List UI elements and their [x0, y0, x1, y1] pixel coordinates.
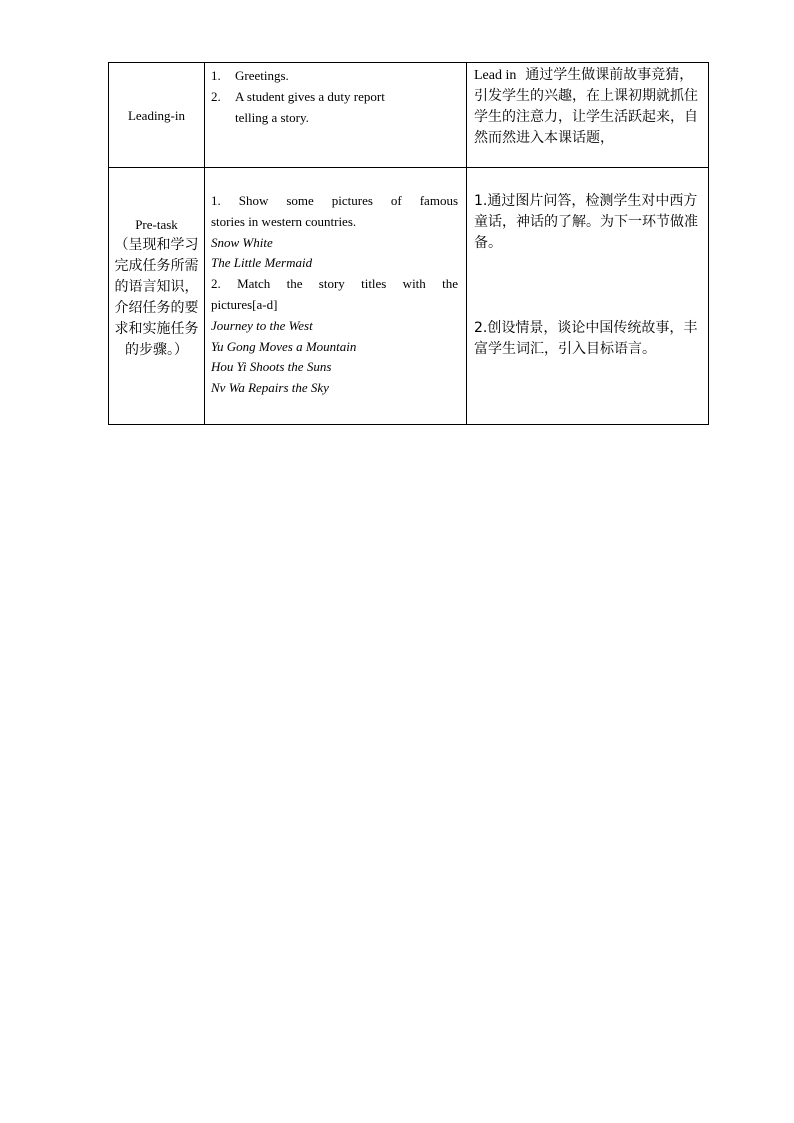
list-item: 1. Greetings.	[211, 68, 289, 83]
story-title: The Little Mermaid	[211, 255, 313, 271]
lesson-plan-table	[108, 62, 709, 425]
purpose-text: 1.通过图片问答，检测学生对中西方童话，神话的了解。为下一环节做准备。	[474, 193, 698, 251]
story-title: Yu Gong Moves a Mountain	[211, 338, 357, 354]
purpose-text: 通过学生做课前故事竞猜，引发学生的兴趣，在上课初期就抓住学生的注意力，让学生活跃起来，自然而然进入本课话题，	[474, 67, 698, 146]
purpose-label-en: Lead in	[474, 68, 517, 83]
story-title: Snow White	[211, 234, 273, 250]
steps-list	[211, 65, 458, 128]
steps-list	[205, 168, 466, 399]
purpose-text: 2.创设情景，谈论中国传统故事，丰富学生词汇，引入目标语言。	[474, 320, 698, 357]
story-title: Journey to the West	[211, 317, 313, 333]
list-item: 2. A student gives a duty report telling a story.	[211, 89, 385, 125]
story-title: Nv Wa Repairs the Sky	[211, 380, 329, 396]
stage-description: （呈现和学习完成任务所需的语言知识，介绍任务的要求和实施任务的步骤。）	[114, 237, 199, 358]
step-line: 1. Show some pictures of famous	[211, 193, 458, 208]
steps-cell	[205, 63, 467, 168]
steps-cell	[205, 168, 467, 425]
purpose-cell	[467, 63, 709, 168]
story-title: Hou Yi Shoots the Suns	[211, 359, 332, 375]
step-line: pictures[a-d]	[211, 296, 278, 312]
stage-cell	[109, 168, 205, 425]
table-row-leading-in	[109, 63, 709, 168]
stage-label-pre-task: Pre-task	[135, 217, 178, 232]
step-line: stories in western countries.	[211, 213, 357, 229]
stage-label-leading-in: Leading-in	[127, 107, 186, 123]
table-row-pre-task	[109, 168, 709, 425]
stage-cell	[109, 63, 205, 168]
step-line: 2. Match the story titles with the	[211, 276, 458, 292]
purpose-cell	[467, 168, 709, 425]
